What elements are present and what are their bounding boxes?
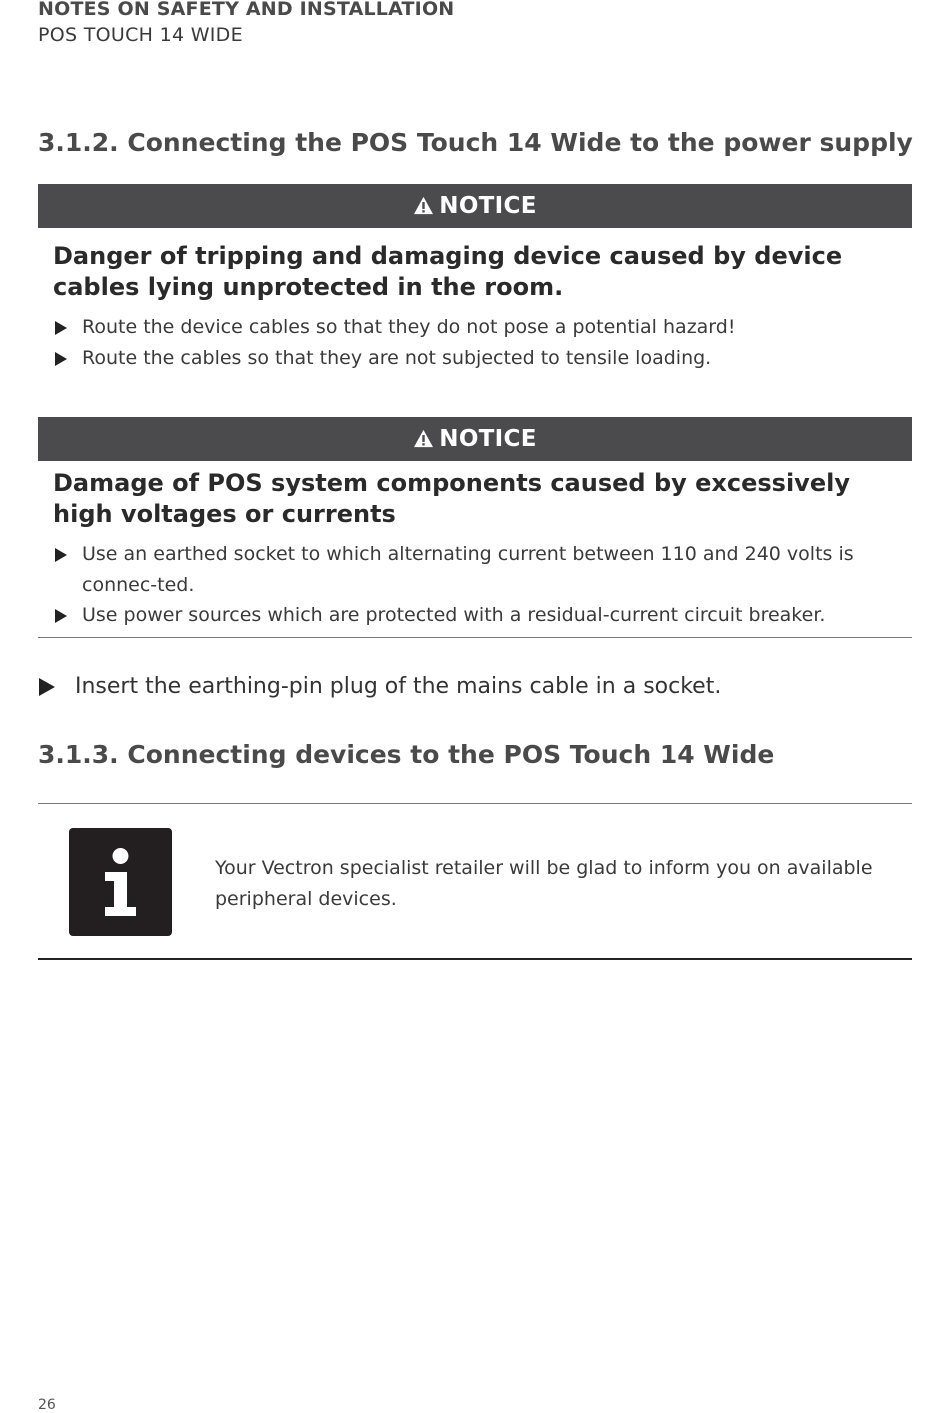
info-box-bottom-divider: [38, 958, 912, 960]
page-number: 26: [38, 1397, 56, 1413]
notice-label: NOTICE: [439, 426, 537, 452]
info-text: Your Vectron specialist retailer will be glad to inform you on available peripheral devices.: [215, 857, 873, 910]
document-subtitle: POS TOUCH 14 WIDE: [38, 24, 243, 46]
notice-divider: [38, 637, 912, 638]
notice-label: NOTICE: [439, 193, 537, 219]
step-triangle-icon: [39, 678, 55, 696]
bullet-text: Route the cables so that they are not subjected to tensile loading.: [82, 347, 712, 369]
notice-headline: Damage of POS system components caused by excessively high voltages or currents: [53, 469, 850, 528]
step-text: Insert the earthing-pin plug of the mains cable in a socket.: [75, 674, 722, 699]
bullet-triangle-icon: [55, 548, 67, 562]
bullet-text: Route the device cables so that they do not pose a potential hazard!: [82, 316, 736, 338]
bullet-text: Use power sources which are protected with a residual-current circuit breaker.: [82, 604, 826, 626]
notice-bar: [38, 184, 912, 228]
bullet-text: Use an earthed socket to which alternating current between 110 and 240 volts is connec-ted.: [82, 543, 854, 596]
notice-bullet: [53, 539, 903, 601]
bullet-triangle-icon: [55, 321, 67, 335]
warning-triangle-icon: [413, 429, 434, 448]
bullet-triangle-icon: [55, 609, 67, 623]
notice-bullet: [53, 312, 903, 343]
notice-bar: [38, 417, 912, 461]
notice-bullet: [53, 343, 903, 374]
document-title: NOTES ON SAFETY AND INSTALLATION: [38, 0, 455, 20]
section-heading-3-1-3: 3.1.3. Connecting devices to the POS Touch 14 Wide: [38, 740, 775, 769]
notice-bullet: [53, 600, 903, 631]
instruction-step: [38, 671, 721, 702]
notice-headline: Danger of tripping and damaging device caused by device cables lying unprotected in the room.: [53, 242, 843, 301]
bullet-triangle-icon: [55, 352, 67, 366]
warning-triangle-icon: [413, 196, 434, 215]
info-icon: [69, 828, 172, 936]
section-heading-3-1-2: 3.1.2. Connecting the POS Touch 14 Wide to the power supply: [38, 128, 913, 157]
info-box-top-divider: [38, 803, 912, 804]
